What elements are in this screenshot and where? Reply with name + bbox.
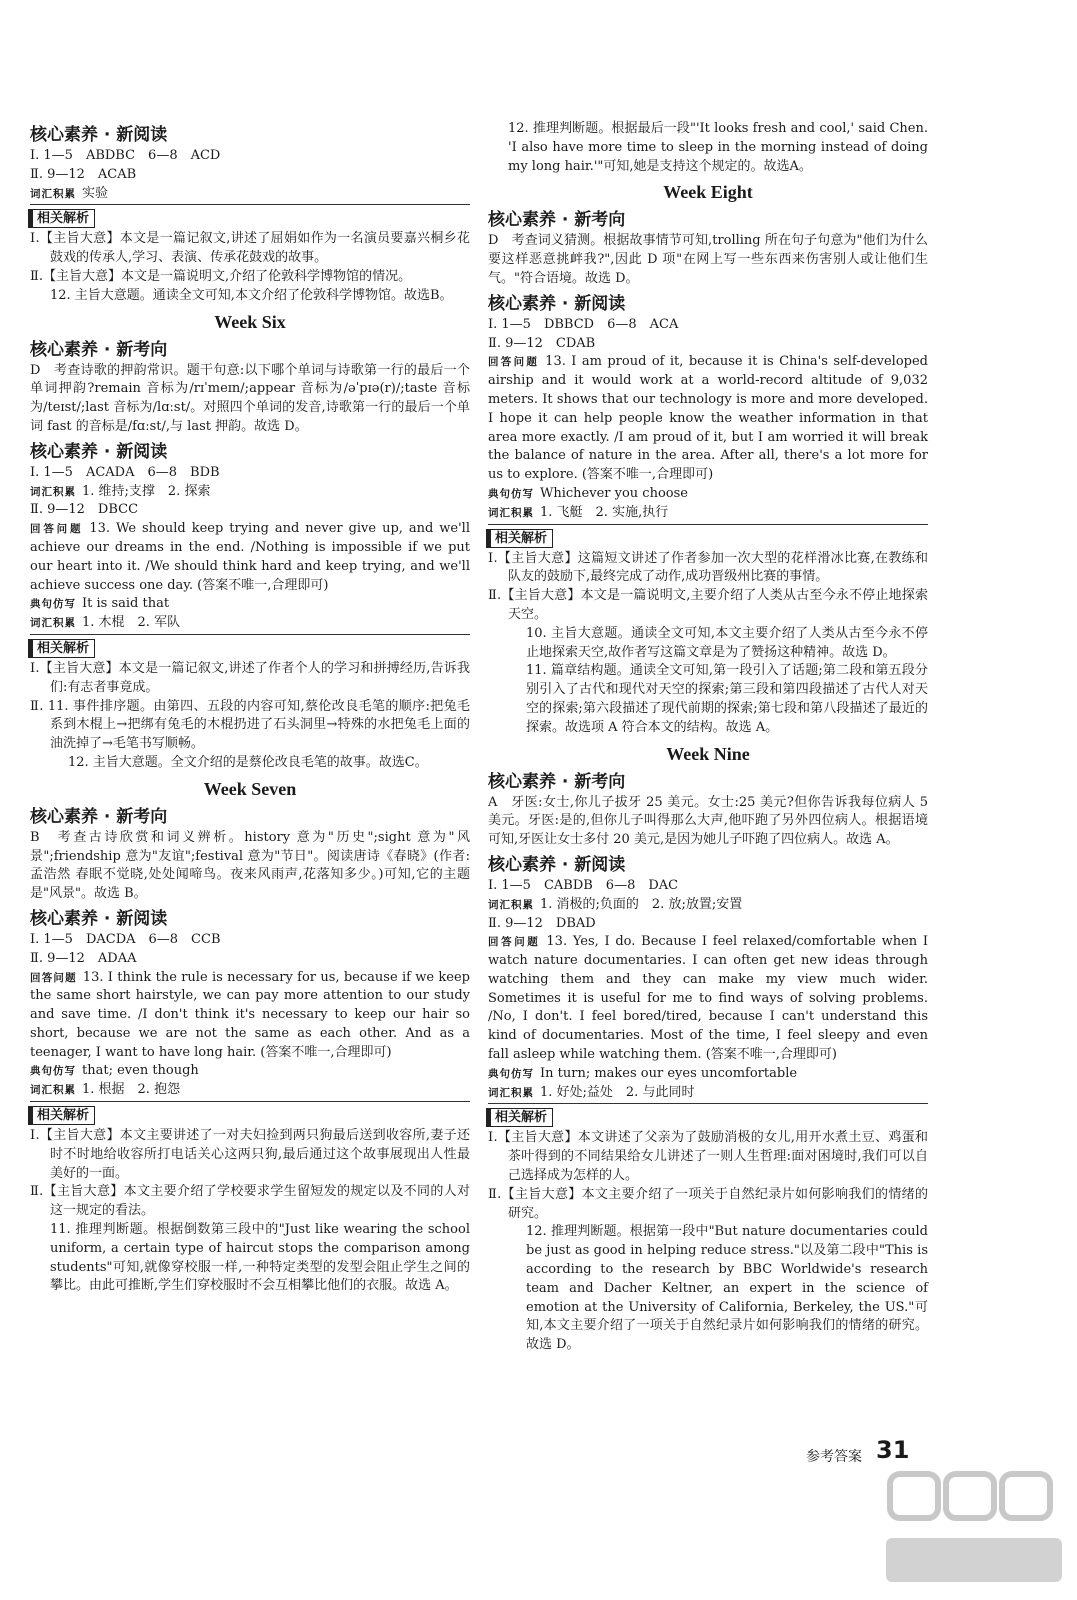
answer-line: Ⅰ. 1—5 CABDB 6—8 DAC — [488, 877, 679, 893]
vocab-line — [488, 1084, 928, 1103]
section-heading: 核心素养 · 新阅读 — [30, 125, 168, 145]
divider — [488, 524, 928, 525]
section-heading: 核心素养 · 新考向 — [30, 339, 168, 360]
sentence-label: 典句仿写 — [30, 1065, 76, 1078]
qa-label: 回答问题 — [488, 936, 541, 949]
analysis-tag: 相关解析 — [28, 639, 95, 658]
vocab-line — [30, 185, 470, 204]
vocab-label: 词汇积累 — [30, 485, 76, 498]
sentence-label: 典句仿写 — [488, 1067, 534, 1080]
analysis-para: Ⅱ.【主旨大意】本文主要介绍了学校要求学生留短发的规定以及不同的人对这一规定的看法。 — [30, 1184, 470, 1219]
analysis-para: Ⅱ. 11. 事件排序题。由第四、五段的内容可知,蔡伦改良毛笔的顺序:把兔毛系到木棍上→把绑有兔毛的木棍扔进了石头洞里→特殊的水把兔毛上面的油洗掉了→毛笔书写顺畅。 — [30, 698, 470, 752]
vocab-label: 词汇积累 — [30, 617, 76, 630]
analysis-para: 12. 主旨大意题。通读全文可知,本文介绍了伦敦科学博物馆。故选B。 — [50, 287, 453, 303]
week-title: Week Seven — [203, 778, 297, 799]
qa-text: 13. We should keep trying and never give up, and we'll achieve our dreams in the end. /Nothing is impossible if we put our heart into it. /We should think hard and keep trying, and we'll achieve success one day. (答案不唯一,合理即可) — [30, 521, 470, 593]
answer-para: B 考查古诗欣赏和词义辨析。history 意为"历史";sight 意为"风景";friendship 意为"友谊";festival 意为"节日"。阅读唐诗《春晓》(作者:孟浩然 春眠不觉晓,处处闻啼鸟。夜来风雨声,花落知多少。)可知,它的主题是"风景"。故选 B。 — [30, 829, 470, 902]
sentence-text: Whichever you choose — [540, 485, 688, 501]
analysis-para: 12. 推理判断题。根据最后一段"'It looks fresh and cool,' said Chen. 'I also have more time to sleep in the morning instead of doing my long hair.'"可知,她是支持这个规定的。故选A。 — [508, 121, 928, 174]
sentence-text: In turn; makes our eyes uncomfortable — [540, 1065, 798, 1081]
sentence-line — [488, 1065, 928, 1084]
analysis-para: Ⅰ.【主旨大意】本文主要讲述了一对夫妇捡到两只狗最后送到收容所,妻子还时不时地给收容所打电话关心这两只狗,最后通过这个故事展现出人性最美好的一面。 — [30, 1128, 470, 1181]
vocab-line — [488, 504, 928, 523]
qa-label: 回答问题 — [488, 356, 540, 369]
right-column — [488, 120, 928, 1355]
week-title: Week Eight — [663, 182, 753, 203]
qa-label: 回答问题 — [30, 523, 84, 536]
vocab-text: 1. 消极的;负面的 2. 放;放置;安置 — [540, 896, 743, 912]
vocab-text: 1. 根据 2. 抱怨 — [82, 1082, 181, 1098]
section-heading: 核心素养 · 新阅读 — [30, 441, 168, 462]
question-answer — [30, 520, 470, 595]
analysis-tag: 相关解析 — [28, 209, 95, 228]
analysis-tag: 相关解析 — [486, 529, 553, 548]
qa-label: 回答问题 — [30, 971, 77, 984]
sentence-label: 典句仿写 — [488, 487, 534, 500]
section-heading: 核心素养 · 新阅读 — [30, 908, 168, 929]
analysis-para: Ⅱ.【主旨大意】本文是一篇说明文,主要介绍了人类从古至今永不停止地探索天空。 — [488, 588, 928, 622]
answer-line: Ⅰ. 1—5 DBBCD 6—8 ACA — [488, 316, 679, 332]
section-heading: 核心素养 · 新阅读 — [488, 293, 626, 314]
vocab-label: 词汇积累 — [30, 1084, 76, 1097]
vocab-text: 1. 木棍 2. 军队 — [82, 615, 181, 631]
section-heading: 核心素养 · 新考向 — [488, 210, 626, 231]
section-heading: 核心素养 · 新考向 — [488, 771, 626, 792]
vocab-text: 实验 — [82, 185, 109, 201]
analysis-para: 12. 推理判断题。根据第一段中"But nature documentaries could be just as good in helping reduce stress."以及第二段中"This is according to the research by BBC Worldwide's research team and Dacher Keltner, an expert in the science of emotion at the University of California, Berkeley, the US."可知,本文主要介绍了一项关于自然纪录片如何影响我们的情绪的研究。故选 D。 — [526, 1224, 928, 1353]
divider — [30, 204, 470, 205]
week-title: Week Six — [214, 311, 286, 332]
sentence-line — [30, 595, 470, 614]
answer-para: D 考查诗歌的押韵常识。题干句意:以下哪个单词与诗歌第一行的最后一个单词押韵?remain 音标为/rɪˈmeɪn/;appear 音标为/əˈpɪə(r)/;taste 音标为/teɪst/;last 音标为/lɑːst/。对照四个单词的发音,诗歌第一行的最后一个单词 fast 的音标是/fɑːst/,与 last 押韵。故选 D。 — [30, 362, 470, 434]
vocab-label: 词汇积累 — [30, 187, 76, 200]
sentence-line — [30, 1062, 470, 1081]
question-answer — [30, 969, 470, 1063]
analysis-tag: 相关解析 — [486, 1108, 553, 1127]
vocab-label: 词汇积累 — [488, 1086, 534, 1099]
divider — [30, 634, 470, 635]
week-title: Week Nine — [666, 743, 750, 764]
answer-line: Ⅱ. 9—12 DBCC — [30, 502, 139, 518]
answer-line: Ⅱ. 9—12 ADAA — [30, 950, 137, 966]
answer-line: Ⅱ. 9—12 DBAD — [488, 915, 596, 931]
analysis-para: Ⅱ.【主旨大意】本文主要介绍了一项关于自然纪录片如何影响我们的情绪的研究。 — [488, 1186, 928, 1221]
analysis-tag: 相关解析 — [28, 1106, 95, 1125]
answer-line: Ⅰ. 1—5 ACADA 6—8 BDB — [30, 464, 220, 480]
answer-para: D 考查词义猜测。根据故事情节可知,trolling 所在句子句意为"他们为什么要这样恶意挑衅我?",因此 D 项"在网上写一些东西来伤害别人或让他们生气。"符合语境。故选 D。 — [488, 233, 928, 286]
sentence-label: 典句仿写 — [30, 598, 76, 611]
vocab-line — [30, 483, 470, 502]
vocab-text: 1. 维持;支撑 2. 探索 — [82, 483, 211, 499]
analysis-para: Ⅰ.【主旨大意】本文讲述了父亲为了鼓励消极的女儿,用开水煮土豆、鸡蛋和茶叶得到的不同结果给女儿讲述了一则人生哲理:面对困境时,我们可以自己选择成为怎样的人。 — [488, 1130, 928, 1184]
vocab-text: 1. 好处;益处 2. 与此同时 — [540, 1084, 695, 1100]
analysis-para: Ⅱ.【主旨大意】本文是一篇说明文,介绍了伦敦科学博物馆的情况。 — [30, 268, 412, 284]
analysis-para: Ⅰ.【主旨大意】本文是一篇记叙文,讲述了作者个人的学习和拼搏经历,告诉我们:有志者事竟成。 — [30, 660, 470, 695]
footer-label: 参考答案 — [806, 1449, 862, 1465]
sentence-text: that; even though — [82, 1063, 199, 1079]
vocab-label: 词汇积累 — [488, 506, 534, 519]
analysis-para: Ⅰ.【主旨大意】这篇短文讲述了作者参加一次大型的花样滑冰比赛,在教练和队友的鼓励下,最终完成了动作,成功晋级州比赛的事情。 — [488, 550, 928, 585]
question-answer — [488, 353, 928, 485]
qa-text: 13. I think the rule is necessary for us, because if we keep the same short hairstyle, we can pay more attention to our study and save time. /I don't think it's necessary to keep our hair so short, because we are not the same as each other. And as a teenager, I want to have long hair. (答案不唯一,合理即可) — [30, 969, 471, 1060]
qa-text: 13. I am proud of it, because it is China's self-developed airship and it would work at a world-record altitude of 9,032 meters. It shows that our technology is more and more developed. I hope it can help people know the weather information in that area more exactly. /I am proud of it, but I am worried it will break the balance of nature in the area. After all, there's a lot more for us to explore. (答案不唯一,合理即可) — [488, 354, 928, 483]
answer-line: Ⅱ. 9—12 ACAB — [30, 166, 137, 182]
vocab-line — [30, 614, 470, 633]
divider — [488, 1103, 928, 1104]
left-column — [30, 120, 470, 1296]
analysis-para: Ⅰ.【主旨大意】本文是一篇记叙文,讲述了屈娟如作为一名演员要嘉兴桐乡花鼓戏的传承人,学习、表演、传承花鼓戏的故事。 — [30, 231, 470, 266]
sentence-text: It is said that — [82, 596, 170, 612]
analysis-para: 11. 推理判断题。根据倒数第三段中的"Just like wearing the school uniform, a certain type of haircut stops the comparison among students"可知,就像穿校服一样,一种特定类型的发型会阻止学生之间的攀比。由此可推断,学生们穿校服时不会互相攀比他们的衣服。故选 A。 — [50, 1222, 470, 1294]
vocab-line — [488, 896, 928, 915]
vocab-label: 词汇积累 — [488, 898, 534, 911]
analysis-para: 10. 主旨大意题。通读全文可知,本文主要介绍了人类从古至今永不停止地探索天空,故作者写这篇文章是为了赞扬这种精神。故选 D。 — [526, 625, 928, 660]
answer-line: Ⅱ. 9—12 CDAB — [488, 335, 596, 351]
vocab-line — [30, 1081, 470, 1100]
analysis-para: 11. 篇章结构题。通读全文可知,第一段引入了话题;第二段和第五段分别引入了古代和现代对天空的探索;第三段和第四段描述了古代人对天空的探索;第六段描述了现代前期的探索;第七段和第八段描述了最近的探索。故选项 A 符合本文的结构。故选 A。 — [526, 663, 928, 735]
watermark-logo-icon — [880, 1460, 1070, 1590]
analysis-para: 12. 主旨大意题。全文介绍的是蔡伦改良毛笔的故事。故选C。 — [68, 754, 428, 770]
answer-para: A 牙医:女士,你儿子拔牙 25 美元。女士:25 美元?但你告诉我每位病人 5 美元。牙医:是的,但你儿子叫得那么大声,他吓跑了另外四位病人。根据语境可知,牙医让女士多付 20 美元,是因为她儿子吓跑了四位病人。故选 A。 — [488, 794, 928, 848]
divider — [30, 1101, 470, 1102]
page-number: 31 — [876, 1436, 910, 1464]
section-heading: 核心素养 · 新考向 — [30, 806, 168, 827]
sentence-line — [488, 485, 928, 504]
vocab-text: 1. 飞艇 2. 实施,执行 — [540, 504, 669, 520]
qa-text: 13. Yes, I do. Because I feel relaxed/comfortable when I watch nature documentaries. I can often get new ideas through watching them and they can make my view much wider. Sometimes it is useful for me to find ways of solving problems. /No, I don't. I feel bored/tired, because I can't understand this kind of documentaries. Most of the time, I feel sleepy and even fall asleep while watching them. (答案不唯一,合理即可) — [488, 934, 929, 1063]
section-heading: 核心素养 · 新阅读 — [488, 854, 626, 875]
question-answer — [488, 933, 928, 1065]
answer-line: Ⅰ. 1—5 ABDBC 6—8 ACD — [30, 148, 221, 163]
answer-line: Ⅰ. 1—5 DACDA 6—8 CCB — [30, 931, 221, 947]
